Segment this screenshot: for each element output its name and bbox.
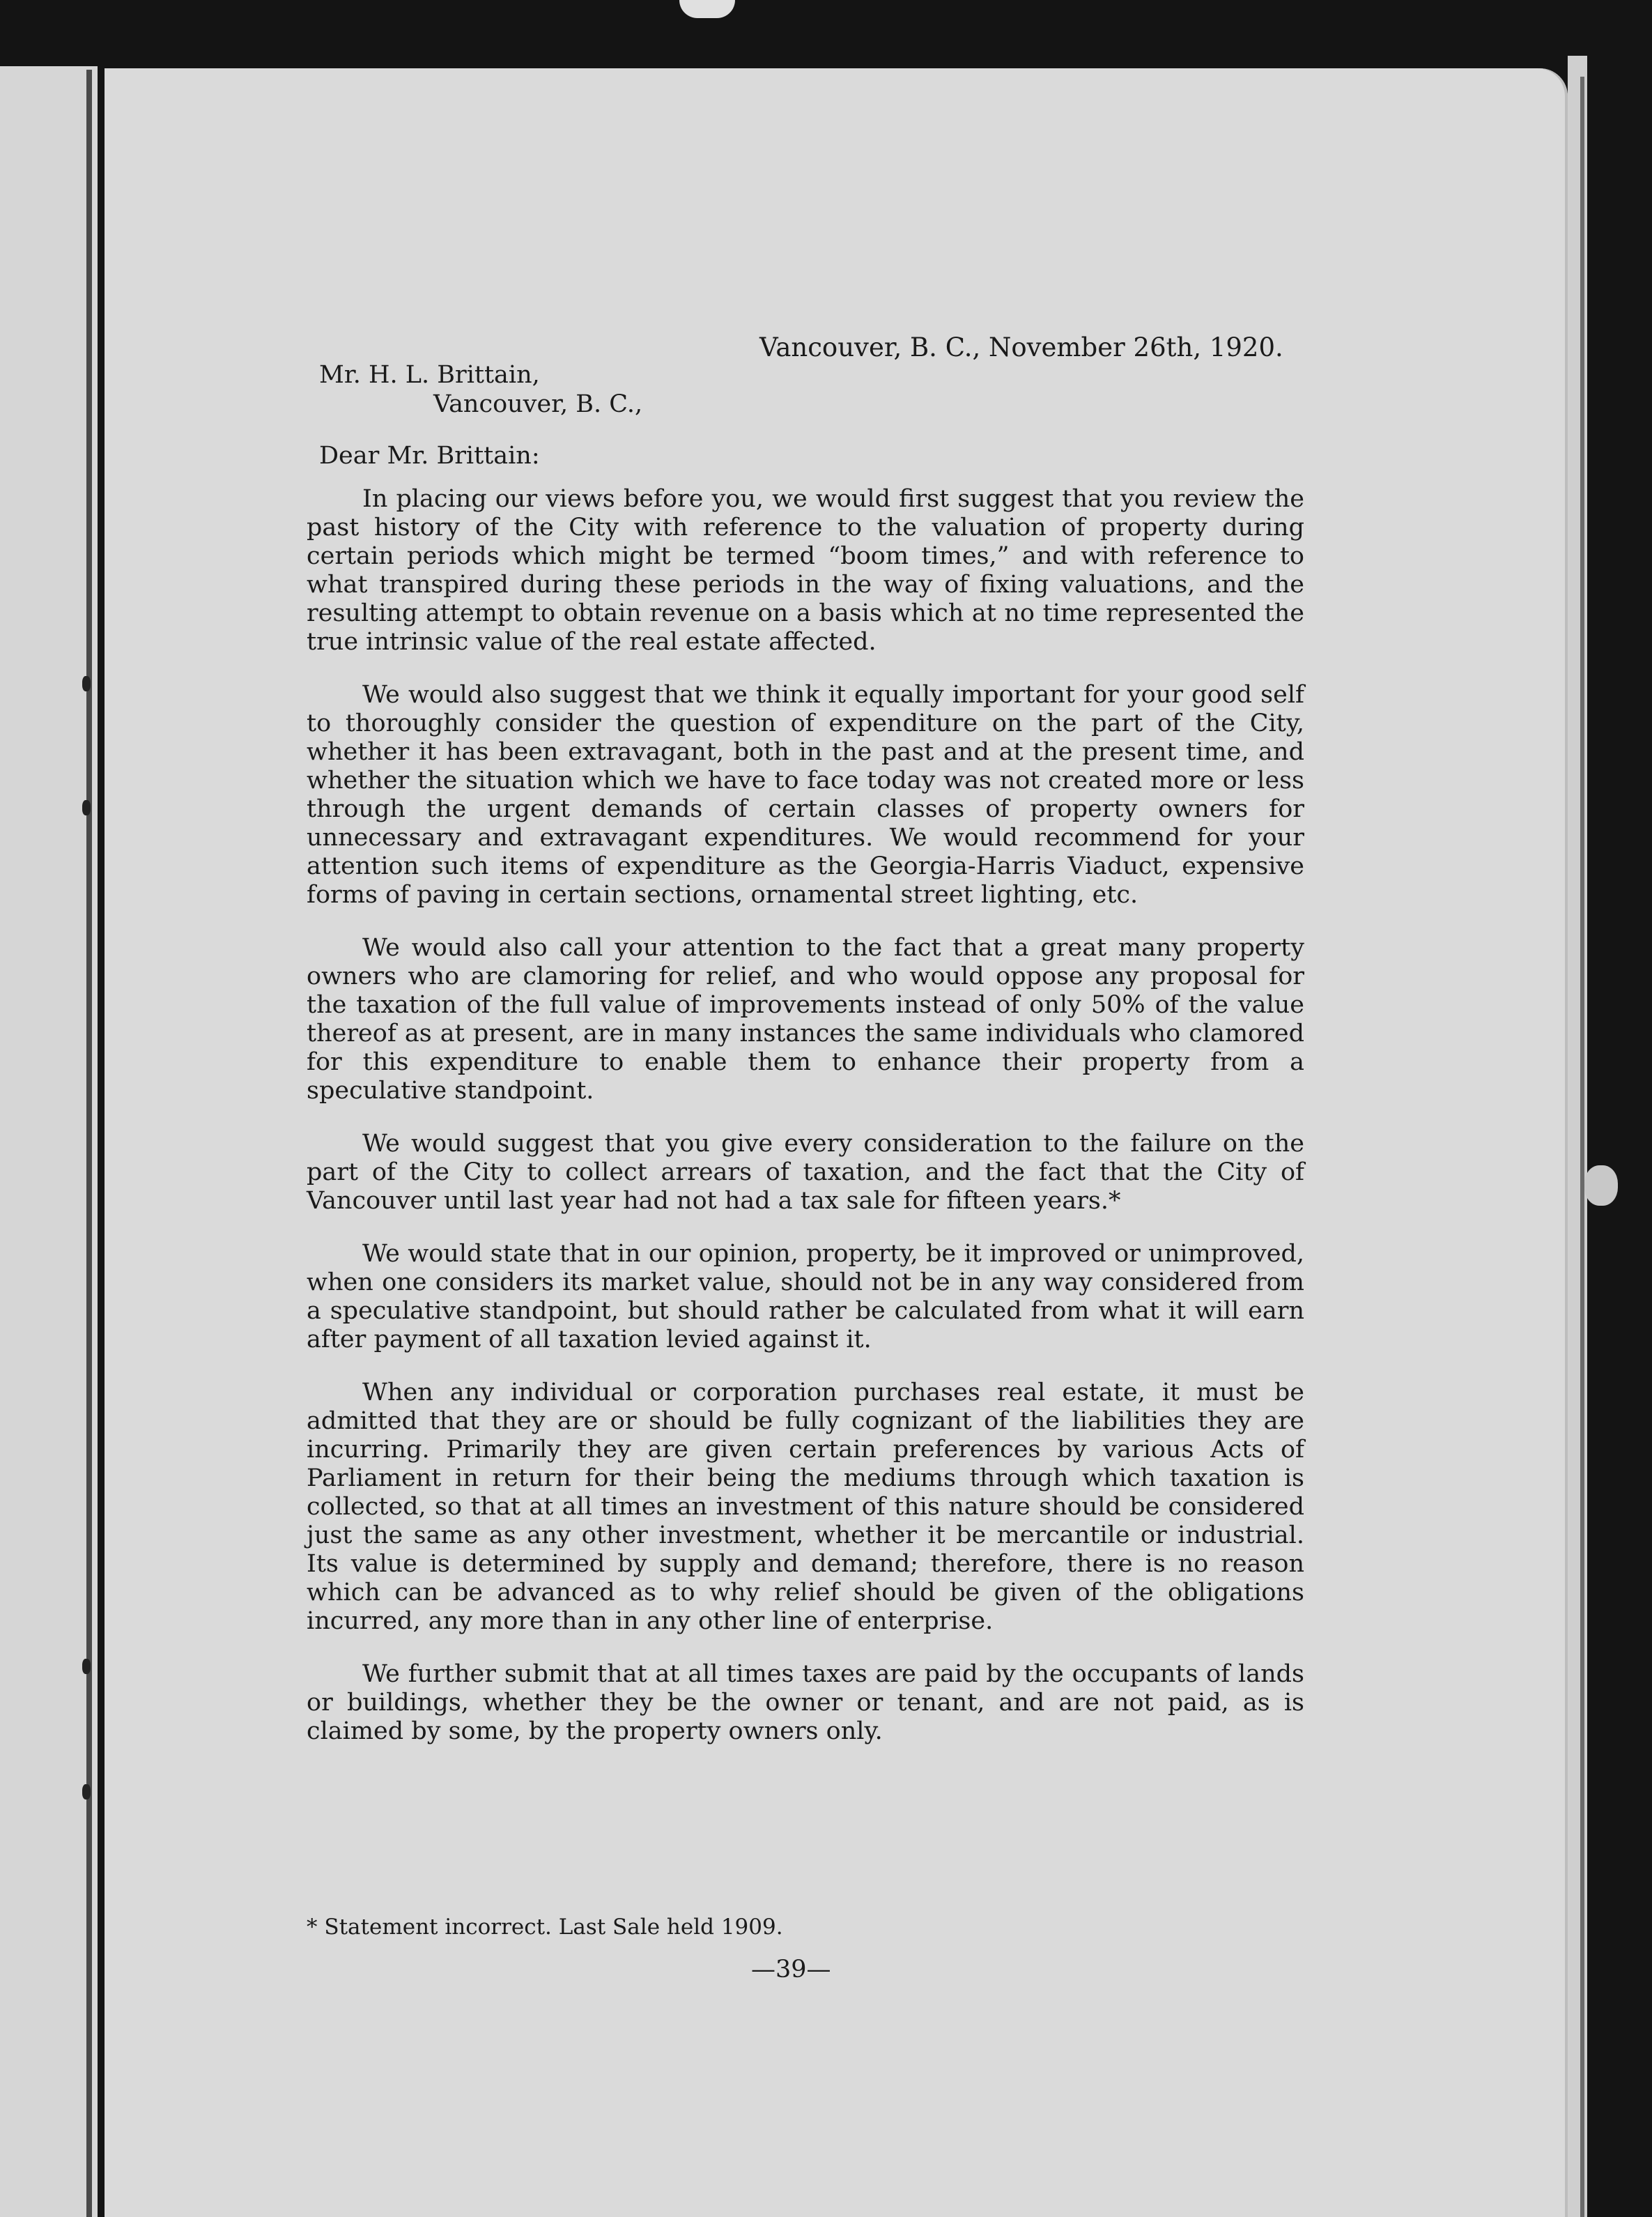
letter-dateline: Vancouver, B. C., November 26th, 1920. [759, 332, 1283, 362]
body-paragraph: We would state that in our opinion, property, be it improved or unimproved, when one considers its market value, should not be in any way considered from a speculative standpoint, but should rather be calculated from what it will earn after payment of all taxation levied against it. [307, 1240, 1304, 1353]
body-paragraph: We would also suggest that we think it equally important for your good self to thoroughly consider the question of expenditure on the part of the City, whether it has been extravagant, both in the past and at the present time, and whether the situation which we have to face today was not created more or less through the urgent demands of certain classes of property owners for unnecessary and extravagant expenditures. We would recommend for your attention such items of expenditure as the Georgia-Harris Viaduct, expensive forms of paving in certain sections, ornamental street lighting, etc. [307, 681, 1304, 909]
recipient-city: Vancouver, B. C., [433, 390, 643, 418]
right-edge-line [1580, 77, 1584, 2217]
left-margin-mark [82, 1784, 91, 1800]
binding-line [86, 70, 92, 2217]
body-paragraph: When any individual or corporation purchases real estate, it must be admitted that they are or should be fully cognizant of the liabilities they are incurring. Primarily they are given certain preferences by various Acts of Parliament in return for their being the mediums through which taxation is collected, so that at all times an investment of this nature should be considered just the same as any other investment, whether it be mercantile or industrial. Its value is determined by supply and demand; therefore, there is no reason which can be advanced as to why relief should be given of the obligations incurred, any more than in any other line of enterprise. [307, 1379, 1304, 1635]
body-paragraph: We would suggest that you give every consideration to the failure on the part of the City to collect arrears of taxation, and the fact that the City of Vancouver until last year had not had a tax sale for fifteen years.* [307, 1130, 1304, 1215]
recipient-name: Mr. H. L. Brittain, [319, 361, 540, 389]
left-margin-mark [82, 800, 91, 815]
letter-body [307, 485, 1304, 1770]
top-scan-blot [679, 0, 735, 18]
left-margin-mark [82, 676, 91, 691]
salutation: Dear Mr. Brittain: [319, 442, 540, 470]
right-scan-blot [1584, 1165, 1618, 1206]
body-paragraph: We further submit that at all times taxes are paid by the occupants of lands or buildings, whether they be the owner or tenant, and are not paid, as is claimed by some, by the property owners only. [307, 1660, 1304, 1745]
left-margin-mark [82, 1659, 91, 1674]
page-number: —39— [751, 1956, 831, 1984]
body-paragraph: In placing our views before you, we would first suggest that you review the past history of the City with reference to the valuation of property during certain periods which might be termed “boom times,” and with reference to what transpired during these periods in the way of fixing valuations, and the resulting attempt to obtain revenue on a basis which at no time represented the true intrinsic value of the real estate affected. [307, 485, 1304, 656]
body-paragraph: We would also call your attention to the fact that a great many property owners who are clamoring for relief, and who would oppose any proposal for the taxation of the full value of improvements instead of only 50% of the value thereof as at present, are in many instances the same individuals who clamored for this expenditure to enable them to enhance their property from a speculative standpoint. [307, 934, 1304, 1105]
left-page-edge [0, 66, 98, 2217]
footnote: * Statement incorrect. Last Sale held 1909. [307, 1915, 783, 1940]
